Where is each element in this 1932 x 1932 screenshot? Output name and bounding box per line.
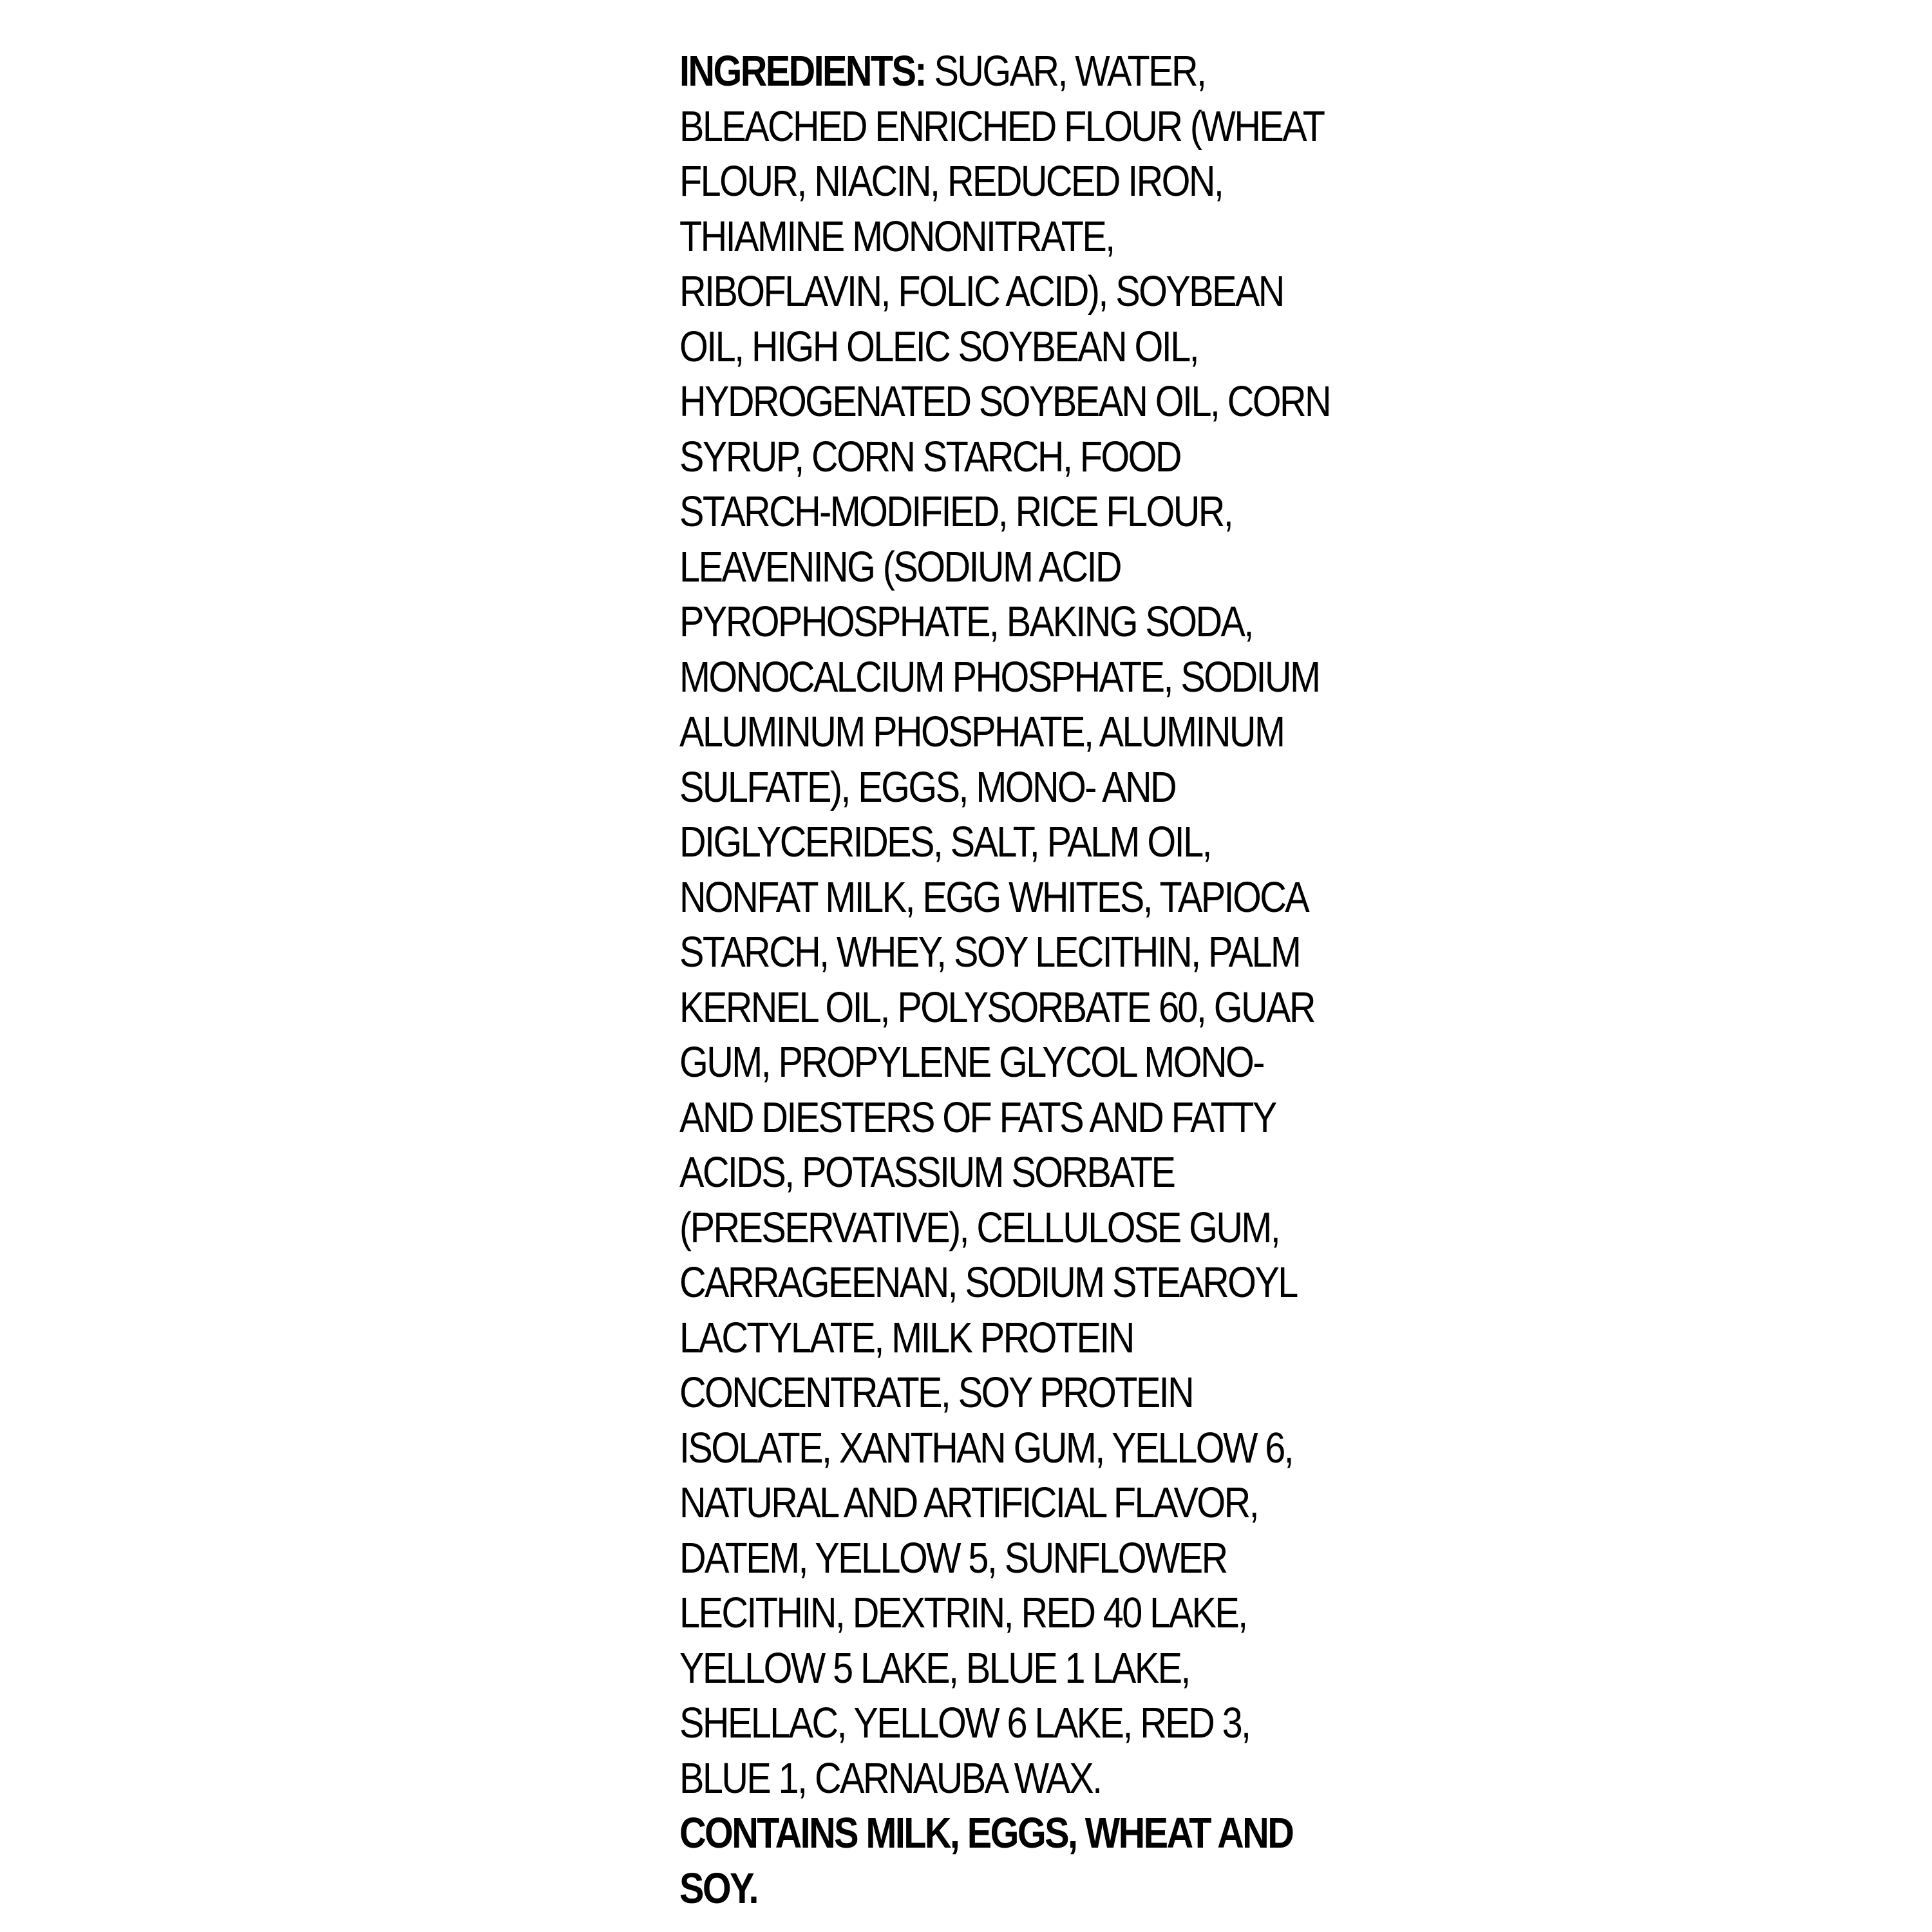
ingredients-line: CARRAGEENAN, SODIUM STEAROYL [679,1258,1297,1307]
ingredients-line: NATURAL AND ARTIFICIAL FLAVOR, [679,1479,1258,1527]
ingredients-line: KERNEL OIL, POLYSORBATE 60, GUAR [679,983,1314,1032]
ingredients-line: PYROPHOSPHATE, BAKING SODA, [679,598,1253,646]
ingredients-line: ISOLATE, XANTHAN GUM, YELLOW 6, [679,1423,1293,1472]
ingredients-line: YELLOW 5 LAKE, BLUE 1 LAKE, [679,1643,1189,1692]
ingredients-line: DATEM, YELLOW 5, SUNFLOWER [679,1533,1227,1582]
ingredients-line: NONFAT MILK, EGG WHITES, TAPIOCA [679,873,1309,922]
ingredients-line: (PRESERVATIVE), CELLULOSE GUM, [679,1203,1280,1252]
ingredients-line: DIGLYCERIDES, SALT, PALM OIL, [679,818,1211,866]
ingredients-line: SULFATE), EGGS, MONO- AND [679,762,1176,811]
ingredients-text: SUGAR, WATER, [925,47,1206,95]
ingredients-line: BLEACHED ENRICHED FLOUR (WHEAT [679,102,1324,151]
ingredients-line: MONOCALCIUM PHOSPHATE, SODIUM [679,652,1320,701]
allergen-statement-line: CONTAINS MILK, EGGS, WHEAT AND [679,1809,1293,1857]
ingredients-line: FLOUR, NIACIN, REDUCED IRON, [679,157,1223,205]
ingredients-line: CONCENTRATE, SOY PROTEIN [679,1368,1193,1417]
ingredients-line: OIL, HIGH OLEIC SOYBEAN OIL, [679,322,1198,371]
ingredients-line: LACTYLATE, MILK PROTEIN [679,1313,1133,1362]
ingredients-line: ALUMINUM PHOSPHATE, ALUMINUM [679,708,1284,756]
ingredients-line: SHELLAC, YELLOW 6 LAKE, RED 3, [679,1699,1250,1747]
ingredients-line: GUM, PROPYLENE GLYCOL MONO- [679,1038,1264,1086]
ingredients-line: SYRUP, CORN STARCH, FOOD [679,432,1180,481]
ingredients-line: LECITHIN, DEXTRIN, RED 40 LAKE, [679,1589,1247,1637]
ingredients-line: LEAVENING (SODIUM ACID [679,542,1121,591]
allergen-statement-line: SOY. [679,1864,757,1913]
ingredients-heading: INGREDIENTS: [679,47,926,95]
ingredients-line: STARCH, WHEY, SOY LECITHIN, PALM [679,928,1300,976]
ingredients-line: RIBOFLAVIN, FOLIC ACID), SOYBEAN [679,267,1283,316]
ingredients-line: THIAMINE MONONITRATE, [679,212,1114,261]
ingredients-line: ACIDS, POTASSIUM SORBATE [679,1148,1175,1197]
ingredients-panel [679,44,1331,1916]
ingredients-line: STARCH-MODIFIED, RICE FLOUR, [679,488,1233,536]
ingredients-first-line [679,44,1206,99]
ingredients-line: AND DIESTERS OF FATS AND FATTY [679,1093,1276,1142]
ingredients-line: BLUE 1, CARNAUBA WAX. [679,1754,1101,1803]
ingredients-line: HYDROGENATED SOYBEAN OIL, CORN [679,377,1331,426]
